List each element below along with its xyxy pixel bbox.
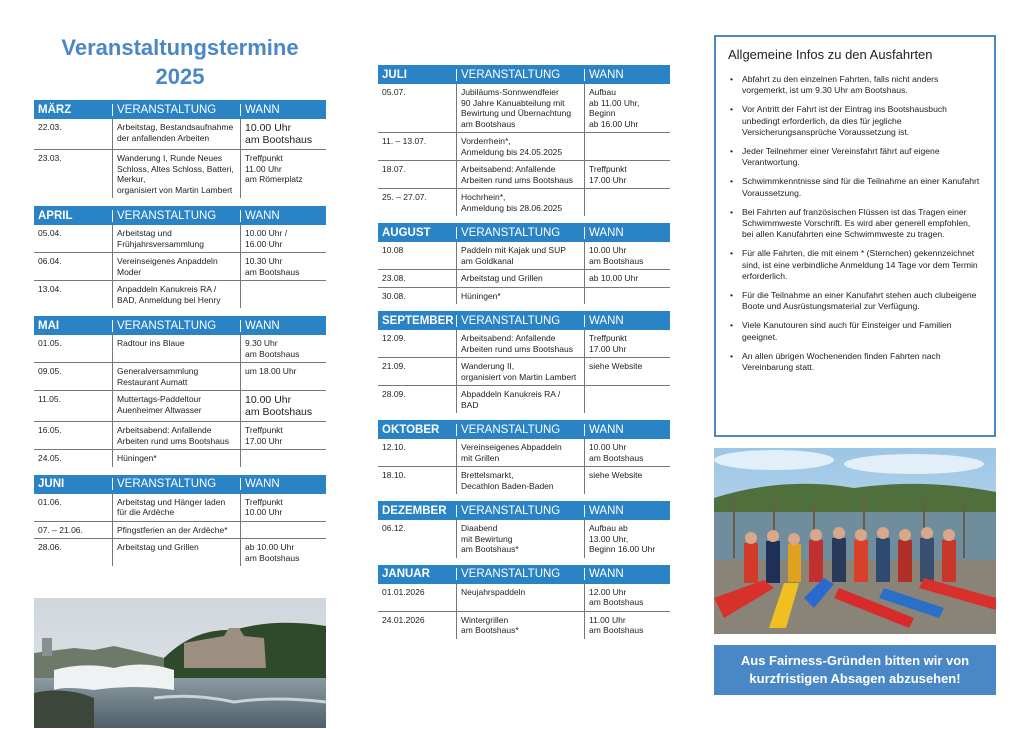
month-section xyxy=(378,65,670,216)
event-time xyxy=(240,522,326,539)
event-time: Treffpunkt 11.00 Uhr am Römerplatz xyxy=(240,150,326,198)
month-section xyxy=(378,311,670,413)
event-date: 16.05. xyxy=(38,425,62,435)
event-description: Wintergrillen am Bootshaus* xyxy=(456,612,584,639)
column-header-event: VERANSTALTUNG xyxy=(112,320,240,332)
event-time: Aufbau ab 11.00 Uhr, Beginn ab 16.00 Uhr xyxy=(584,84,670,132)
event-time: Treffpunkt 17.00 Uhr xyxy=(584,161,670,188)
schedule-column-left xyxy=(34,100,326,574)
info-item: • Vor Antritt der Fahrt ist der Eintrag ins Bootshausbuch unbedingt erforderlich, da dies für jegliche Versicherungsansprüche Voraussetzung ist. xyxy=(738,104,982,138)
table-row xyxy=(378,189,670,216)
month-section xyxy=(378,501,670,558)
event-time xyxy=(584,288,670,305)
month-header xyxy=(34,206,326,225)
event-date: 24.05. xyxy=(38,453,62,463)
month-header xyxy=(378,565,670,584)
event-time: ab 10.00 Uhr xyxy=(584,270,670,287)
event-time: 12.00 Uhr am Bootshaus xyxy=(584,584,670,611)
month-section xyxy=(378,565,670,639)
table-row xyxy=(34,225,326,253)
column-header-event: VERANSTALTUNG xyxy=(456,505,584,517)
event-date: 23.08. xyxy=(382,273,406,283)
table-row xyxy=(34,539,326,566)
month-name: JUNI xyxy=(38,478,65,490)
info-item: • Viele Kanutouren sind auch für Einsteiger und Familien geeignet. xyxy=(738,320,982,342)
event-time: Treffpunkt 17.00 Uhr xyxy=(584,330,670,357)
column-header-event: VERANSTALTUNG xyxy=(456,568,584,580)
table-row xyxy=(34,253,326,281)
month-section xyxy=(378,223,670,304)
column-header-when: WANN xyxy=(240,104,326,116)
event-description: Arbeitstag und Grillen xyxy=(112,539,240,566)
month-section xyxy=(378,420,670,494)
month-section xyxy=(34,100,326,198)
event-date: 12.10. xyxy=(382,442,406,452)
table-row xyxy=(378,439,670,467)
event-time: siehe Website xyxy=(584,467,670,494)
event-description: Vorderrhein*, Anmeldung bis 24.05.2025 xyxy=(456,133,584,160)
event-date: 22.03. xyxy=(38,122,62,132)
event-description: Arbeitstag und Frühjahrsversammlung xyxy=(112,225,240,252)
month-header xyxy=(34,316,326,335)
event-date: 23.03. xyxy=(38,153,62,163)
info-item: • An allen übrigen Wochenenden finden Fahrten nach Vereinbarung statt. xyxy=(738,351,982,373)
event-description: Brettelsmarkt, Decathlon Baden-Baden xyxy=(456,467,584,494)
event-time: Aufbau ab 13.00 Uhr, Beginn 16.00 Uhr xyxy=(584,520,670,558)
table-row xyxy=(378,161,670,189)
info-item: • Für die Teilnahme an einer Kanufahrt stehen auch clubeigene Boote und Ausrüstungsmaterial zur Verfügung. xyxy=(738,290,982,312)
month-name: DEZEMBER xyxy=(382,504,447,517)
table-row xyxy=(378,133,670,161)
column-header-when: WANN xyxy=(584,315,670,327)
table-row xyxy=(34,450,326,467)
fairness-banner: Aus Fairness-Gründen bitten wir von kurzfristigen Absagen abzusehen! xyxy=(714,645,996,695)
month-name: JANUAR xyxy=(382,568,430,580)
month-name: SEPTEMBER xyxy=(382,314,454,327)
event-date: 12.09. xyxy=(382,333,406,343)
event-time: Treffpunkt 17.00 Uhr xyxy=(240,422,326,449)
event-time: 10.00 Uhr / 16.00 Uhr xyxy=(240,225,326,252)
event-time: um 18.00 Uhr xyxy=(240,363,326,390)
month-name: JULI xyxy=(382,68,407,81)
column-header-when: WANN xyxy=(584,505,670,517)
month-name: MAI xyxy=(38,319,60,332)
event-description: Abpaddeln Kanukreis RA / BAD xyxy=(456,386,584,413)
event-description: Neujahrspaddeln xyxy=(456,584,584,611)
column-header-when: WANN xyxy=(240,210,326,222)
event-date: 30.08. xyxy=(382,290,406,301)
column-header-event: VERANSTALTUNG xyxy=(456,315,584,327)
event-description: Hochrhein*, Anmeldung bis 28.06.2025 xyxy=(456,189,584,216)
event-date: 21.09. xyxy=(382,361,406,371)
event-description: Pfingstferien an der Ardèche* xyxy=(112,522,240,539)
table-row xyxy=(34,494,326,522)
column-header-event: VERANSTALTUNG xyxy=(112,104,240,116)
event-time: siehe Website xyxy=(584,358,670,385)
month-header xyxy=(378,223,670,242)
table-row xyxy=(34,363,326,391)
column-header-when: WANN xyxy=(240,478,326,490)
event-time xyxy=(240,281,326,308)
month-header xyxy=(378,311,670,330)
event-description: Anpaddeln Kanukreis RA / BAD, Anmeldung bei Henry xyxy=(112,281,240,308)
event-description: Arbeitstag und Grillen xyxy=(456,270,584,287)
column-header-when: WANN xyxy=(584,227,670,239)
month-name: MÄRZ xyxy=(38,103,72,116)
info-item: • Schwimmkenntnisse sind für die Teilnahme an einer Kanufahrt Voraussetzung. xyxy=(738,176,982,198)
event-time: 10.00 Uhr am Bootshaus xyxy=(584,242,670,269)
table-row xyxy=(378,612,670,639)
info-heading: Allgemeine Infos zu den Ausfahrten xyxy=(728,47,933,62)
table-row xyxy=(378,242,670,270)
column-header-event: VERANSTALTUNG xyxy=(456,424,584,436)
info-item: • Für alle Fahrten, die mit einem * (Sternchen) gekennzeichnet sind, ist eine verbindliche Anmeldung 14 Tage vor dem Termin erforderlich. xyxy=(738,248,982,282)
event-date: 01.01.2026 xyxy=(382,586,425,597)
event-date: 10.08 xyxy=(382,245,404,255)
schedule-column-middle xyxy=(378,65,670,646)
page-title xyxy=(34,33,326,91)
title-year: 2025 xyxy=(155,64,205,89)
info-item: • Jeder Teilnehmer einer Vereinsfahrt fährt auf eigene Verantwortung. xyxy=(738,146,982,168)
column-header-when: WANN xyxy=(584,69,670,81)
event-date: 07. – 21.06. xyxy=(38,524,83,535)
table-row xyxy=(378,288,670,305)
event-date: 13.04. xyxy=(38,284,62,294)
table-row xyxy=(34,391,326,422)
event-description: Radtour ins Blaue xyxy=(112,335,240,362)
event-date: 06.04. xyxy=(38,256,62,266)
event-date: 05.07. xyxy=(382,87,406,97)
event-description: Arbeitstag und Hänger laden für die Ardèche xyxy=(112,494,240,521)
event-time: ab 10.00 Uhr am Bootshaus xyxy=(240,539,326,566)
event-time xyxy=(240,450,326,467)
event-description: Generalversammlung Restaurant Aumatt xyxy=(112,363,240,390)
table-row xyxy=(34,335,326,363)
event-time: 11.00 Uhr am Bootshaus xyxy=(584,612,670,639)
event-description: Paddeln mit Kajak und SUP am Goldkanal xyxy=(456,242,584,269)
event-date: 09.05. xyxy=(38,366,62,376)
table-row xyxy=(34,522,326,540)
waterfall-photo xyxy=(34,598,326,728)
event-time xyxy=(584,386,670,413)
table-row xyxy=(378,270,670,288)
month-section xyxy=(34,475,326,567)
column-header-when: WANN xyxy=(240,320,326,332)
table-row xyxy=(378,330,670,358)
event-description: Hüningen* xyxy=(456,288,584,305)
event-description: Arbeitsabend: Anfallende Arbeiten rund ums Bootshaus xyxy=(456,330,584,357)
event-description: Hüningen* xyxy=(112,450,240,467)
info-item: • Abfahrt zu den einzelnen Fahrten, falls nicht anders vorgemerkt, ist um 9.30 Uhr am Bootshaus. xyxy=(738,74,982,96)
event-time xyxy=(584,133,670,160)
table-row xyxy=(378,520,670,558)
event-date: 06.12. xyxy=(382,523,406,533)
event-description: Arbeitsabend: Anfallende Arbeiten rund ums Bootshaus xyxy=(112,422,240,449)
month-header xyxy=(34,100,326,119)
table-row xyxy=(378,584,670,612)
month-section xyxy=(34,206,326,308)
event-description: Arbeitstag, Bestandsaufnahme der anfallenden Arbeiten xyxy=(112,119,240,149)
event-date: 28.09. xyxy=(382,389,406,399)
title-line-1: Veranstaltungstermine xyxy=(61,35,299,60)
group-photo xyxy=(714,448,996,634)
event-description: Jubiläums-Sonnwendfeier 90 Jahre Kanuabteilung mit Bewirtung und Übernachtung am Bootshaus xyxy=(456,84,584,132)
month-header xyxy=(378,501,670,520)
event-time: 10.00 Uhr am Bootshaus xyxy=(240,391,326,421)
event-description: Wanderung I, Runde Neues Schloss, Altes Schloss, Batteri, Merkur, organisiert von Martin Lambert xyxy=(112,150,240,198)
month-header xyxy=(378,65,670,84)
table-row xyxy=(378,358,670,386)
month-name: APRIL xyxy=(38,209,73,222)
column-header-when: WANN xyxy=(584,424,670,436)
event-date: 11. – 13.07. xyxy=(382,136,427,146)
table-row xyxy=(34,281,326,308)
event-date: 25. – 27.07. xyxy=(382,192,427,202)
table-row xyxy=(34,150,326,198)
event-date: 01.05. xyxy=(38,338,62,348)
event-time: Treffpunkt 10.00 Uhr xyxy=(240,494,326,521)
event-date: 18.10. xyxy=(382,470,406,480)
month-header xyxy=(34,475,326,494)
event-time: 10.30 Uhr am Bootshaus xyxy=(240,253,326,280)
table-row xyxy=(378,386,670,413)
event-description: Arbeitsabend: Anfallende Arbeiten rund ums Bootshaus xyxy=(456,161,584,188)
event-description: Vereinseigenes Anpaddeln Moder xyxy=(112,253,240,280)
event-date: 01.06. xyxy=(38,496,62,507)
event-date: 05.04. xyxy=(38,228,62,238)
column-header-when: WANN xyxy=(584,568,670,580)
column-header-event: VERANSTALTUNG xyxy=(112,210,240,222)
event-date: 11.05. xyxy=(38,394,62,404)
column-header-event: VERANSTALTUNG xyxy=(456,69,584,81)
info-box xyxy=(714,35,996,437)
month-header xyxy=(378,420,670,439)
event-time xyxy=(584,189,670,216)
month-name: OKTOBER xyxy=(382,423,440,436)
table-row xyxy=(378,467,670,494)
table-row xyxy=(34,119,326,150)
info-item: • Bei Fahrten auf französischen Flüssen ist das Tragen einer Schwimmweste Vorschrift. Es wird aber generell empfohlen, bei allen Kanufahrten eine Schwimmweste zu tragen. xyxy=(738,207,982,241)
column-header-event: VERANSTALTUNG xyxy=(456,227,584,239)
event-description: Muttertags-Paddeltour Auenheimer Altwasser xyxy=(112,391,240,421)
column-header-event: VERANSTALTUNG xyxy=(112,478,240,490)
event-date: 28.06. xyxy=(38,542,62,552)
month-section xyxy=(34,316,326,467)
event-description: Wanderung II, organisiert von Martin Lambert xyxy=(456,358,584,385)
event-description: Diaabend mit Bewirtung am Bootshaus* xyxy=(456,520,584,558)
event-date: 18.07. xyxy=(382,164,406,174)
table-row xyxy=(34,422,326,450)
info-list xyxy=(728,74,982,373)
event-time: 10.00 Uhr am Bootshaus xyxy=(240,119,326,149)
event-time: 10.00 Uhr am Bootshaus xyxy=(584,439,670,466)
table-row xyxy=(378,84,670,133)
event-time: 9.30 Uhr am Bootshaus xyxy=(240,335,326,362)
event-description: Vereinseigenes Abpaddeln mit Grillen xyxy=(456,439,584,466)
event-date: 24.01.2026 xyxy=(382,614,425,625)
month-name: AUGUST xyxy=(382,226,431,239)
